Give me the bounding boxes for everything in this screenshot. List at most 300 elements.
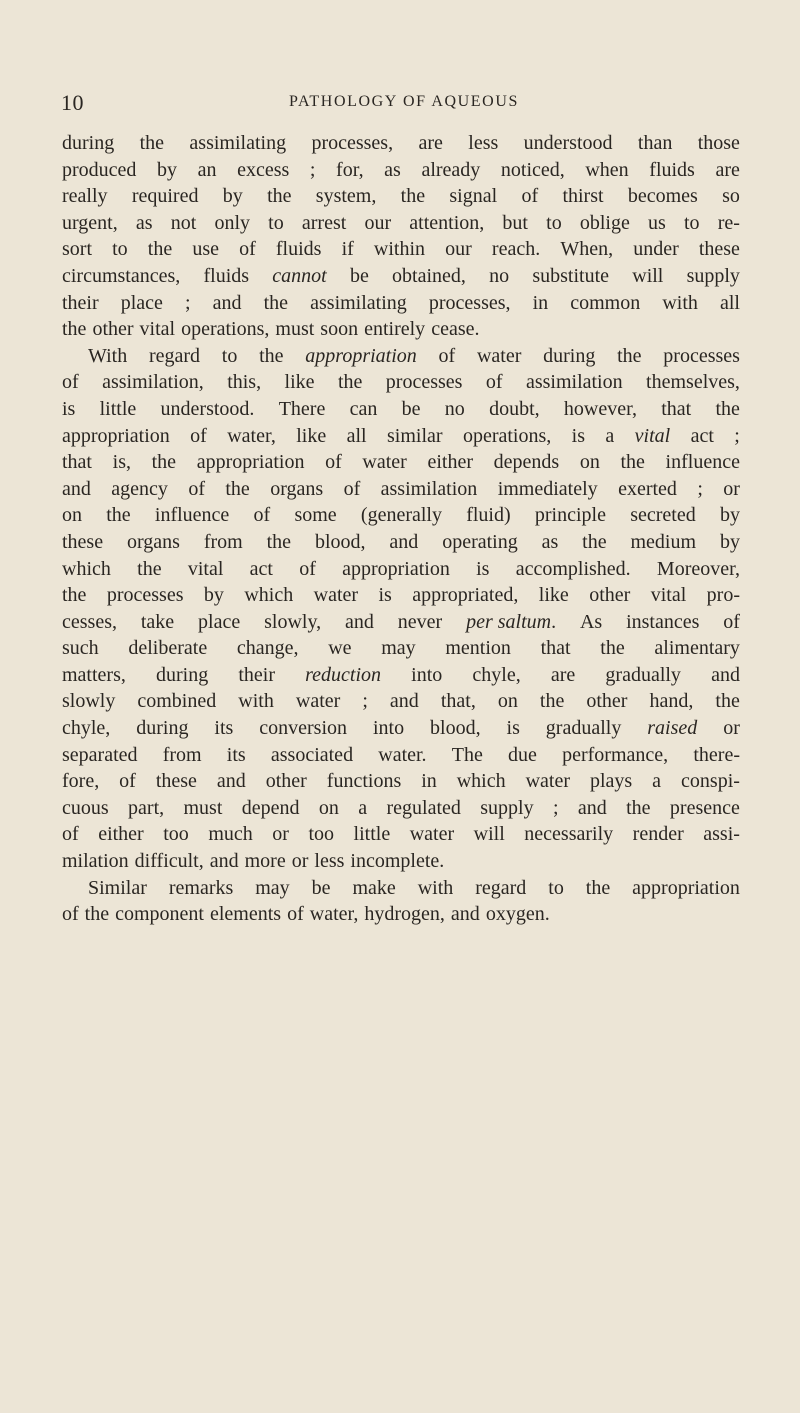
word: Similar: [88, 876, 147, 899]
word: may: [255, 876, 290, 899]
word: for,: [336, 158, 364, 181]
word: the: [137, 557, 162, 580]
word: the: [620, 451, 645, 474]
word: from: [203, 530, 243, 553]
word: place: [198, 610, 241, 633]
word: change,: [236, 637, 299, 660]
word: so: [722, 185, 740, 208]
text-line: [62, 901, 740, 928]
word: but: [502, 211, 528, 234]
word: less: [468, 132, 499, 154]
word: than: [637, 132, 673, 154]
word: processes: [385, 371, 463, 394]
word: their: [62, 291, 99, 314]
word: re-: [717, 211, 740, 234]
body-text: [62, 130, 740, 928]
word: gradually: [545, 717, 622, 740]
word: appropriation: [632, 876, 740, 899]
word: water: [525, 770, 571, 793]
word: operations,: [462, 424, 552, 447]
word: regulated: [386, 796, 461, 819]
word: remarks: [168, 876, 234, 899]
word: is: [378, 584, 392, 607]
word: assimilation: [525, 371, 623, 394]
running-title: PATHOLOGY OF AQUEOUS: [289, 93, 519, 110]
word: functions: [326, 770, 402, 793]
word: too: [163, 823, 189, 846]
word: the: [337, 371, 363, 394]
word: us: [648, 211, 666, 234]
word: of: [287, 903, 304, 926]
word: operations,: [181, 318, 270, 341]
word: an: [197, 158, 217, 181]
text-line: [62, 848, 740, 875]
word: of: [485, 371, 503, 394]
word: oxygen.: [485, 903, 550, 926]
word: water: [476, 344, 522, 367]
word: by: [719, 504, 740, 527]
word: to: [546, 211, 562, 234]
text-line: [62, 343, 740, 370]
word: entirely: [364, 318, 426, 341]
word: the: [139, 132, 165, 154]
word: [305, 343, 417, 370]
word: during: [156, 663, 209, 686]
word: supply: [686, 264, 740, 287]
word: Moreover,: [656, 557, 740, 580]
word: water,: [227, 424, 276, 447]
word: common: [570, 291, 641, 314]
word: these: [62, 530, 104, 553]
word: ;: [309, 158, 316, 181]
word: its: [214, 717, 234, 740]
word: a: [652, 770, 662, 793]
word: arrest: [301, 211, 347, 234]
word: is: [506, 717, 520, 740]
text-line: [62, 529, 740, 556]
word: during: [543, 344, 596, 367]
word: to: [548, 876, 564, 899]
text-line: [62, 795, 740, 822]
word: and: [577, 796, 607, 819]
word: must: [275, 318, 315, 341]
word: which: [62, 557, 111, 580]
word: of: [62, 371, 79, 394]
word: little: [99, 397, 137, 420]
word: to: [268, 211, 284, 234]
text-line: [62, 449, 740, 476]
word: and: [711, 663, 740, 686]
word: during: [62, 132, 115, 154]
word: the: [715, 397, 740, 420]
word: doubt,: [489, 397, 540, 420]
word: and: [389, 690, 419, 713]
word: like: [284, 371, 315, 394]
word: mention: [445, 637, 511, 660]
word: that,: [440, 690, 476, 713]
word: due: [508, 743, 537, 766]
word: to: [683, 211, 700, 234]
word: cuous: [62, 796, 109, 819]
word: in: [532, 291, 549, 314]
word: that: [540, 637, 571, 660]
word: assimilation,: [102, 371, 204, 394]
word: we: [328, 637, 352, 660]
word: during: [136, 717, 189, 740]
word: excess: [237, 158, 290, 181]
word: little: [353, 823, 391, 846]
word: produced: [62, 158, 137, 181]
word: not: [170, 211, 197, 234]
text-line: [62, 742, 740, 769]
word: ;: [552, 796, 559, 819]
word: our: [445, 238, 472, 261]
word: is: [476, 557, 490, 580]
text-line: [62, 768, 740, 795]
word: hand,: [649, 690, 694, 713]
word: blood,: [314, 530, 366, 553]
word: act: [249, 557, 273, 580]
word: is: [62, 397, 76, 420]
word: fluids: [203, 264, 250, 287]
word: on: [579, 451, 600, 474]
word: the: [617, 344, 642, 367]
text-line: [62, 476, 740, 503]
word: act: [690, 424, 714, 447]
word: cease.: [431, 318, 480, 341]
word: or: [291, 850, 309, 873]
text-line: [62, 396, 740, 423]
word: when: [585, 158, 629, 181]
word: as: [135, 211, 153, 234]
word: be: [401, 397, 421, 420]
word: the: [147, 238, 173, 261]
word: some: [294, 504, 337, 527]
word: (generally: [360, 504, 442, 527]
word: on: [62, 504, 82, 527]
word: which: [244, 584, 294, 607]
word: water: [362, 451, 407, 474]
word: assimilation: [380, 477, 478, 500]
word: the: [259, 344, 284, 367]
word: obtained,: [392, 264, 466, 287]
word: as: [384, 158, 401, 181]
word: and: [216, 770, 246, 793]
word: that: [62, 451, 92, 474]
word: presence: [669, 796, 740, 819]
text-line: [62, 263, 740, 290]
word: vital: [650, 584, 687, 607]
word: be: [311, 876, 331, 899]
word: ;: [734, 424, 740, 447]
word: organs: [270, 477, 324, 500]
word: under: [633, 238, 679, 261]
word: themselves,: [646, 371, 740, 394]
word: signal: [449, 185, 498, 208]
word: water.: [378, 743, 427, 766]
word: into: [411, 663, 443, 686]
word: of: [521, 185, 539, 208]
word: with: [417, 876, 454, 899]
word: the: [62, 318, 87, 341]
word: or: [272, 823, 289, 846]
word: organs: [126, 530, 180, 553]
word: the: [151, 451, 177, 474]
word: only: [214, 211, 250, 234]
word: attention,: [409, 211, 485, 234]
word: the: [84, 903, 110, 926]
word: by: [222, 185, 243, 208]
word: required: [131, 185, 199, 208]
word: fluid): [466, 504, 511, 527]
word: regard: [475, 876, 527, 899]
word: of: [343, 477, 361, 500]
italic-phrase: cannot: [272, 264, 327, 287]
word: operating: [442, 530, 518, 553]
word: of: [253, 504, 271, 527]
word: chyle,: [472, 663, 521, 686]
word: assimilating: [189, 132, 287, 154]
word: of: [119, 770, 136, 793]
word: [272, 263, 326, 290]
word: are: [418, 132, 443, 154]
word: and: [450, 903, 480, 926]
word: a: [605, 424, 615, 447]
word: these: [698, 238, 740, 261]
text-line: [62, 635, 740, 662]
word: and: [345, 610, 374, 633]
word: other: [586, 690, 628, 713]
italic-phrase: reduction: [305, 663, 382, 686]
word: [635, 423, 671, 450]
word: becomes: [627, 185, 698, 208]
running-head: [61, 90, 739, 116]
word: regard: [148, 344, 201, 367]
word: on: [318, 796, 339, 819]
word: use: [192, 238, 219, 261]
word: the: [266, 530, 292, 553]
word: and: [209, 850, 239, 873]
word: instances: [626, 610, 700, 633]
word: necessarily: [524, 823, 614, 846]
word: chyle,: [62, 717, 111, 740]
word: of: [239, 238, 256, 261]
word: depend: [241, 796, 300, 819]
word: with: [238, 690, 274, 713]
word: by: [157, 158, 178, 181]
word: already: [421, 158, 481, 181]
word: slowly,: [264, 610, 322, 633]
word: reach.: [491, 238, 541, 261]
word: no: [444, 397, 465, 420]
word: noticed,: [500, 158, 565, 181]
word: ;: [697, 477, 703, 500]
word: all: [346, 424, 367, 447]
word: a: [358, 796, 368, 819]
word: elements: [209, 903, 282, 926]
text-line: [62, 821, 740, 848]
word: is: [571, 424, 585, 447]
word: understood: [523, 132, 613, 154]
word: appropriation: [342, 557, 450, 580]
word: associated: [270, 743, 354, 766]
text-line: [62, 236, 740, 263]
word: fluids: [649, 158, 695, 181]
word: like: [296, 424, 327, 447]
word: of: [188, 477, 205, 500]
word: influence: [154, 504, 230, 527]
word: blood,: [430, 717, 481, 740]
word: is,: [112, 451, 131, 474]
word: in: [421, 770, 437, 793]
word: too: [308, 823, 335, 846]
italic-phrase: appropriation: [305, 344, 417, 367]
word: never: [397, 610, 443, 633]
word: within: [373, 238, 426, 261]
word: sort: [62, 238, 92, 261]
word: be: [349, 264, 369, 287]
word: place: [120, 291, 163, 314]
word: When,: [560, 238, 614, 261]
word: [647, 715, 697, 742]
word: performance,: [562, 743, 669, 766]
word: and: [389, 530, 419, 553]
word: hydrogen,: [364, 903, 445, 926]
word: similar: [387, 424, 443, 447]
word: like: [538, 584, 569, 607]
word: of: [325, 451, 342, 474]
word: of: [723, 610, 740, 633]
text-line: [62, 502, 740, 529]
text-line: [62, 609, 740, 636]
word: principle: [534, 504, 606, 527]
word: water: [313, 584, 359, 607]
word: system,: [315, 185, 377, 208]
word: the: [539, 690, 565, 713]
word: must: [183, 796, 223, 819]
word: the: [585, 876, 611, 899]
word: of: [62, 823, 79, 846]
word: their: [238, 663, 275, 686]
text-line: [62, 210, 740, 237]
word: are: [550, 663, 576, 686]
word: depends: [493, 451, 560, 474]
word: by: [719, 530, 740, 553]
word: The: [451, 743, 483, 766]
word: water: [295, 690, 341, 713]
text-line: [62, 183, 740, 210]
word: the: [626, 796, 651, 819]
word: with: [662, 291, 698, 314]
word: processes,: [428, 291, 511, 314]
word: take: [140, 610, 175, 633]
word: fluids: [275, 238, 322, 261]
word: those: [697, 132, 740, 154]
word: incomplete.: [350, 850, 445, 873]
word: gradually: [605, 663, 681, 686]
text-line: [62, 423, 740, 450]
word: as: [541, 530, 559, 553]
word: either: [98, 823, 144, 846]
word: appropriation: [196, 451, 305, 474]
word: or: [723, 477, 740, 500]
word: appropriated,: [412, 584, 519, 607]
word: difficult,: [134, 850, 204, 873]
word: processes: [663, 344, 740, 367]
text-line: [62, 369, 740, 396]
word: may: [381, 637, 416, 660]
word: component: [115, 903, 204, 926]
word: its: [226, 743, 246, 766]
word: our: [364, 211, 392, 234]
word: water: [409, 823, 455, 846]
word: render: [632, 823, 684, 846]
word: influence: [665, 451, 740, 474]
word: cesses,: [62, 610, 117, 633]
word: of: [299, 557, 316, 580]
word: by: [203, 584, 224, 607]
word: to: [221, 344, 238, 367]
word: will: [632, 264, 664, 287]
text-line: [62, 130, 740, 157]
word: really: [62, 185, 108, 208]
word: or: [723, 717, 740, 740]
word: soon: [320, 318, 359, 341]
word: fore,: [62, 770, 100, 793]
word: As: [579, 610, 603, 633]
word: secreted: [630, 504, 696, 527]
word: exerted: [618, 477, 677, 500]
word: this,: [227, 371, 262, 394]
word: if: [341, 238, 354, 261]
word: agency: [111, 477, 168, 500]
text-line: [62, 582, 740, 609]
word: circumstances,: [62, 264, 181, 287]
word: the: [225, 477, 250, 500]
word: that: [661, 397, 692, 420]
word: the: [400, 185, 426, 208]
italic-phrase: vital: [634, 424, 671, 447]
word: the: [263, 291, 289, 314]
word: other: [589, 584, 631, 607]
word: processes,: [311, 132, 394, 154]
word: oblige: [579, 211, 630, 234]
page-number: 10: [61, 90, 84, 115]
italic-phrase: per saltum: [466, 610, 552, 633]
word: medium: [630, 530, 697, 553]
word: substitute: [532, 264, 610, 287]
word: much: [208, 823, 253, 846]
word: plays: [589, 770, 633, 793]
word: immediately: [497, 477, 598, 500]
word: from: [162, 743, 202, 766]
word: on: [497, 690, 518, 713]
word: assimilating: [310, 291, 407, 314]
word: all: [719, 291, 740, 314]
italic-phrase: raised: [647, 717, 698, 740]
word: milation: [62, 850, 129, 873]
word: however,: [563, 397, 637, 420]
text-line: [62, 316, 740, 343]
word: conspi-: [681, 770, 740, 793]
word: vital: [187, 557, 224, 580]
word: combined: [137, 690, 217, 713]
word: the: [582, 530, 607, 553]
word: to: [112, 238, 128, 261]
word: processes: [106, 584, 184, 607]
word: deliberate: [128, 637, 208, 660]
word: the: [62, 584, 87, 607]
